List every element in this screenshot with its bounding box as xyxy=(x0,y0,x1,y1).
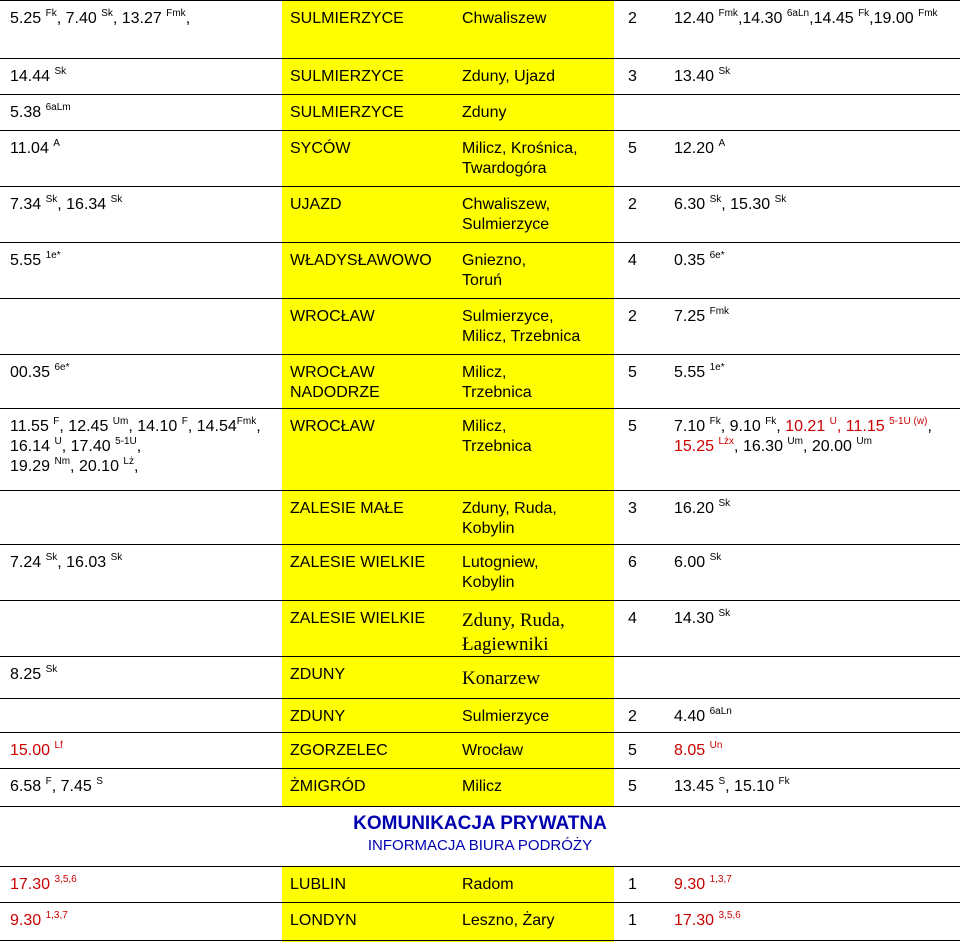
count: 4 xyxy=(628,610,637,627)
timetable-row xyxy=(0,186,960,243)
bottom-border xyxy=(0,940,960,941)
departure-times: 6.00 $^{Sk}$ xyxy=(674,552,722,571)
via-stops: Zduny xyxy=(462,104,507,121)
departure-times: 7.10 $^{Fk}$, 9.10 $^{Fk}$, 10.21 $^U$, 11.15 $^{5-1U (w)}$, 15.25 $^{Lżx}$, 16.30 $^{Um}$, 20.00 $^{Um}$ xyxy=(674,416,932,455)
arrival-times: 7.34 $^{Sk}$, 16.34 $^{Sk}$ xyxy=(10,194,123,213)
count: 5 xyxy=(628,742,637,759)
via-stops: Lutogniew, Kobylin xyxy=(462,554,539,591)
via-stops: Sulmierzyce xyxy=(462,708,550,725)
destination: ZDUNY xyxy=(290,666,346,683)
via-stops: Gniezno, Toruń xyxy=(462,252,527,289)
via-stops: Chwaliszew xyxy=(462,10,547,27)
arrival-times xyxy=(10,601,280,609)
arrival-times: 15.00 $^{Lf}$ xyxy=(10,740,63,759)
arrival-times xyxy=(10,491,280,499)
departure-times: 9.30 $^{1,3,7}$ xyxy=(674,874,732,893)
destination: SYCÓW xyxy=(290,140,351,157)
count: 5 xyxy=(628,778,637,795)
arrival-times: 6.58 $^F$, 7.45 $^S$ xyxy=(10,776,103,795)
via-stops: Zduny, Ruda, Łagiewniki xyxy=(462,610,565,655)
private-transport-subtitle: INFORMACJA BIURA PODRÓŻY xyxy=(367,837,593,854)
destination: WROCŁAW xyxy=(290,418,375,435)
via-stops: Konarzew xyxy=(462,668,541,689)
count: 2 xyxy=(628,308,637,325)
destination: WŁADYSŁAWOWO xyxy=(290,252,432,269)
count: 2 xyxy=(628,10,637,27)
timetable-row xyxy=(0,0,960,59)
timetable-row xyxy=(0,298,960,355)
arrival-times: 00.35 $^{6e*}$ xyxy=(10,362,70,381)
destination: SULMIERZYCE xyxy=(290,104,404,121)
destination: WROCŁAW NADODRZE xyxy=(290,364,380,401)
destination: UJAZD xyxy=(290,196,342,213)
arrival-times: 5.55 $^{1e*}$ xyxy=(10,250,61,269)
private-row xyxy=(0,866,960,903)
timetable-row xyxy=(0,94,960,131)
count: 5 xyxy=(628,140,637,157)
count xyxy=(628,95,642,103)
count: 6 xyxy=(628,554,637,571)
destination: ZALESIE WIELKIE xyxy=(290,554,426,571)
arrival-times: 11.04 $^A$ xyxy=(10,138,60,157)
arrival-times: 8.25 $^{Sk}$ xyxy=(10,664,58,683)
departure-times xyxy=(674,657,954,665)
destination: LONDYN xyxy=(290,912,357,929)
departure-times: 5.55 $^{1e*}$ xyxy=(674,362,725,381)
via-stops: Zduny, Ujazd xyxy=(462,68,556,85)
departure-times: 8.05 $^{Un}$ xyxy=(674,740,723,759)
arrival-times xyxy=(10,299,280,307)
section-divider xyxy=(0,806,960,807)
departure-times: 16.20 $^{Sk}$ xyxy=(674,498,731,517)
count: 2 xyxy=(628,196,637,213)
timetable-row xyxy=(0,600,960,657)
count: 4 xyxy=(628,252,637,269)
destination: ZALESIE MAŁE xyxy=(290,500,404,517)
departure-times: 14.30 $^{Sk}$ xyxy=(674,608,731,627)
departure-times: 13.40 $^{Sk}$ xyxy=(674,66,731,85)
timetable-row xyxy=(0,732,960,769)
timetable-row xyxy=(0,58,960,95)
arrival-times: 5.38 $^{6aLm}$ xyxy=(10,102,71,121)
via-stops: Sulmierzyce, Milicz, Trzebnica xyxy=(462,308,581,345)
departure-times: 13.45 $^S$, 15.10 $^{Fk}$ xyxy=(674,776,790,795)
departure-times: 12.20 $^A$ xyxy=(674,138,726,157)
arrival-times: 7.24 $^{Sk}$, 16.03 $^{Sk}$ xyxy=(10,552,123,571)
count: 3 xyxy=(628,68,637,85)
via-stops: Radom xyxy=(462,876,514,893)
arrival-times: 14.44 $^{Sk}$ xyxy=(10,66,67,85)
destination: LUBLIN xyxy=(290,876,347,893)
via-stops: Milicz, Krośnica, Twardogóra xyxy=(462,140,578,177)
destination: ŻMIGRÓD xyxy=(290,778,366,795)
departure-times: 12.40 $^{Fmk}$,14.30 $^{6aLn}$,14.45 $^{Fk}$,19.00 $^{Fmk}$ xyxy=(674,8,938,27)
destination: ZGORZELEC xyxy=(290,742,388,759)
departure-times: 4.40 $^{6aLn}$ xyxy=(674,706,732,725)
arrival-times: 9.30 $^{1,3,7}$ xyxy=(10,910,68,929)
via-stops: Milicz xyxy=(462,778,502,795)
via-stops: Leszno, Żary xyxy=(462,912,555,929)
private-transport-title: KOMUNIKACJA PRYWATNA xyxy=(353,813,607,834)
timetable-row xyxy=(0,698,960,733)
private-row xyxy=(0,902,960,943)
destination: ZDUNY xyxy=(290,708,346,725)
count: 1 xyxy=(628,912,637,929)
departure-times: 17.30 $^{3,5,6}$ xyxy=(674,910,741,929)
count: 5 xyxy=(628,364,637,381)
timetable-row xyxy=(0,544,960,601)
departure-times xyxy=(674,95,954,103)
arrival-times xyxy=(10,699,280,707)
departure-times: 6.30 $^{Sk}$, 15.30 $^{Sk}$ xyxy=(674,194,787,213)
via-stops: Milicz, Trzebnica xyxy=(462,418,532,455)
count xyxy=(628,657,642,665)
timetable-row xyxy=(0,768,960,807)
via-stops: Milicz, Trzebnica xyxy=(462,364,532,401)
destination: ZALESIE WIELKIE xyxy=(290,610,426,627)
timetable-row xyxy=(0,354,960,409)
private-transport-header xyxy=(0,812,960,856)
timetable-row xyxy=(0,242,960,299)
destination: WROCŁAW xyxy=(290,308,375,325)
departure-times: 0.35 $^{6e*}$ xyxy=(674,250,725,269)
departure-times: 7.25 $^{Fmk}$ xyxy=(674,306,730,325)
timetable-row xyxy=(0,130,960,187)
count: 3 xyxy=(628,500,637,517)
timetable-row xyxy=(0,490,960,545)
count: 1 xyxy=(628,876,637,893)
destination: SULMIERZYCE xyxy=(290,68,404,85)
timetable-row xyxy=(0,408,960,491)
arrival-times: 17.30 $^{3,5,6}$ xyxy=(10,874,77,893)
via-stops: Wrocław xyxy=(462,742,524,759)
via-stops: Chwaliszew, Sulmierzyce xyxy=(462,196,551,233)
arrival-times: 11.55 $^F$, 12.45 $^{Um}$, 14.10 $^F$, $14.54^{Fmk}$, 16.14 $^U$, 17.40 $^{5-1U}$, 19.29 $^{Nm}$, 20.10 $^{Lż}$, xyxy=(10,416,261,475)
count: 2 xyxy=(628,708,637,725)
count: 5 xyxy=(628,418,637,435)
timetable-row xyxy=(0,656,960,699)
destination: SULMIERZYCE xyxy=(290,10,404,27)
via-stops: Zduny, Ruda, Kobylin xyxy=(462,500,557,537)
arrival-times: 5.25 $^{Fk}$, 7.40 $^{Sk}$, 13.27 $^{Fmk}$, xyxy=(10,8,191,27)
